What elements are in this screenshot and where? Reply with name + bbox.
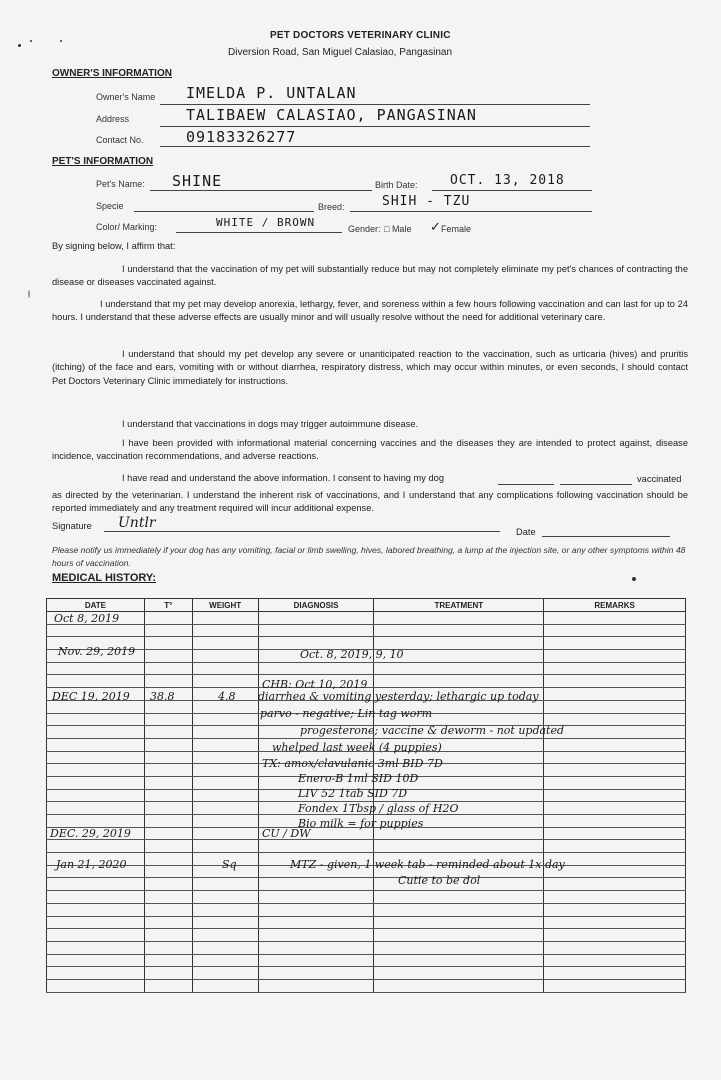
table-row (47, 941, 686, 954)
table-cell (192, 713, 258, 726)
color-line (176, 232, 342, 233)
consent-p2: I understand that my pet may develop anorexia, lethargy, fever, and soreness within a few hours following vaccination and can last for up to 24 hours. I understand that these adverse effects are usually minor and will usually resolve without the need for additional veterinary care. (52, 299, 688, 323)
table-cell (258, 662, 374, 675)
date-line (542, 536, 670, 537)
table-cell (144, 916, 192, 929)
entry-3-note-5: TX: amox/clavulanic 3ml BID 7D (262, 757, 443, 770)
table-cell (47, 941, 145, 954)
table-cell (47, 878, 145, 891)
header-temp: T° (144, 599, 192, 612)
table-cell (544, 916, 686, 929)
header-weight: WEIGHT (192, 599, 258, 612)
consent-p4: I understand that vaccinations in dogs may trigger autoimmune disease. (122, 419, 419, 429)
table-cell (374, 979, 544, 992)
entry-3-note-7: LIV 52 1tab SID 7D (298, 787, 408, 800)
table-cell (374, 624, 544, 637)
table-cell (374, 662, 544, 675)
entry-3-note-9: Bio milk = for puppies (298, 817, 424, 830)
table-cell (544, 713, 686, 726)
entry-3-note-1: diarrhea & vomiting yesterday; lethargic up today (258, 690, 539, 703)
table-cell (144, 941, 192, 954)
table-cell (47, 802, 145, 815)
owner-name-value: IMELDA P. UNTALAN (186, 84, 357, 102)
entry-5-treatment: MTZ - given, 1 week tab - reminded about 1x day (290, 858, 565, 871)
table-cell (374, 903, 544, 916)
gender-male-label: Male (391, 224, 412, 234)
table-cell (544, 650, 686, 663)
owner-contact-line (160, 146, 590, 147)
table-cell (544, 954, 686, 967)
table-cell (374, 954, 544, 967)
birth-date-line (432, 190, 592, 191)
birth-date-label: Birth Date: (375, 180, 418, 190)
table-row (47, 612, 686, 625)
table-cell (47, 726, 145, 739)
gender-female-check: ✓ (430, 219, 441, 234)
consent-p3: I understand that should my pet develop any severe or unanticipated reaction to the vaccination, such as urticaria (hives) and pruritis (itching) of the face and ears, vomiting with or without diarrhea, respiratory distress, which may occur within minutes, or even seconds, I should contact Pet Doctors Veterinary Clinic immediately for instructions. (52, 349, 688, 386)
owner-address-line (160, 126, 590, 127)
table-cell (47, 967, 145, 980)
specie-line (134, 211, 314, 212)
scan-speck (18, 44, 21, 47)
signature-label: Signature (52, 521, 92, 531)
table-cell (258, 624, 374, 637)
table-cell (192, 624, 258, 637)
entry-5-weight: Sq (222, 858, 237, 871)
table-cell (192, 967, 258, 980)
header-remarks: REMARKS (544, 599, 686, 612)
table-cell (47, 954, 145, 967)
scan-speck (28, 290, 30, 298)
gender-label: Gender: (348, 224, 381, 234)
table-cell (374, 967, 544, 980)
table-cell (374, 612, 544, 625)
table-cell (374, 891, 544, 904)
table-cell (258, 878, 374, 891)
table-cell (544, 726, 686, 739)
table-cell (192, 612, 258, 625)
table-cell (544, 815, 686, 828)
table-cell (47, 891, 145, 904)
table-cell (192, 726, 258, 739)
entry-3-note-3: progesterone; vaccine & deworm - not updated (300, 724, 565, 737)
table-cell (144, 738, 192, 751)
table-cell (47, 916, 145, 929)
table-cell (144, 903, 192, 916)
table-row (47, 916, 686, 929)
table-cell (47, 929, 145, 942)
table-cell (144, 726, 192, 739)
breed-label: Breed: (318, 202, 345, 212)
pet-name-value: SHINE (172, 172, 223, 190)
entry-5-date: Jan 21, 2020 (56, 858, 127, 871)
entry-3-date: DEC 19, 2019 (52, 690, 130, 703)
table-cell (144, 865, 192, 878)
table-cell (544, 878, 686, 891)
dog-name-line (498, 484, 554, 485)
entry-2-date: Nov. 29, 2019 (58, 645, 136, 658)
consent-p6b: vaccinated (637, 474, 682, 484)
table-cell (144, 802, 192, 815)
table-cell (544, 624, 686, 637)
consent-intro: By signing below, I affirm that: (52, 241, 176, 251)
table-cell (374, 675, 544, 688)
table-cell (544, 929, 686, 942)
table-cell (544, 789, 686, 802)
owner-section-title: OWNER'S INFORMATION (52, 68, 172, 79)
table-cell (47, 675, 145, 688)
table-cell (47, 738, 145, 751)
table-cell (258, 979, 374, 992)
table-cell (144, 878, 192, 891)
owner-name-label: Owner's Name (96, 92, 156, 102)
table-cell (258, 954, 374, 967)
table-cell (544, 840, 686, 853)
table-cell (47, 815, 145, 828)
header-diagnosis: DIAGNOSIS (258, 599, 374, 612)
table-row (47, 624, 686, 637)
table-cell (544, 764, 686, 777)
table-cell (144, 979, 192, 992)
table-row (47, 840, 686, 853)
signature-line (104, 531, 500, 532)
table-cell (144, 929, 192, 942)
table-cell (374, 929, 544, 942)
entry-3-cbc: CHB: Oct 10, 2019 (262, 678, 368, 691)
table-cell (192, 878, 258, 891)
gender-male-option: □ Male (384, 224, 412, 234)
color-label: Color/ Marking: (96, 222, 158, 232)
clinic-name: PET DOCTORS VETERINARY CLINIC (270, 30, 451, 41)
consent-p6c: as directed by the veterinarian. I understand the inherent risk of vaccinations, and I understand that any complications following vaccination should be reported immediately and any treatment required will incur additional expense. (52, 490, 688, 514)
table-cell (144, 713, 192, 726)
table-cell (144, 612, 192, 625)
scan-speck (60, 40, 62, 42)
date-label: Date (516, 527, 536, 537)
table-cell (47, 776, 145, 789)
table-cell (144, 967, 192, 980)
table-cell (192, 675, 258, 688)
medical-history-title: MEDICAL HISTORY: (52, 572, 157, 584)
pet-section-title: PET'S INFORMATION (52, 156, 154, 167)
table-cell (544, 738, 686, 751)
table-cell (144, 776, 192, 789)
table-cell (258, 916, 374, 929)
table-cell (144, 624, 192, 637)
table-cell (258, 941, 374, 954)
table-cell (192, 903, 258, 916)
table-cell (144, 662, 192, 675)
table-cell (544, 662, 686, 675)
table-cell (47, 713, 145, 726)
table-row (47, 929, 686, 942)
table-cell (544, 967, 686, 980)
table-cell (544, 979, 686, 992)
table-cell (544, 903, 686, 916)
scan-speck (30, 40, 32, 42)
table-cell (144, 637, 192, 650)
table-row (47, 979, 686, 992)
consent-p1: I understand that the vaccination of my pet will substantially reduce but may not completely eliminate my pet's chances of contracting the disease or diseases vaccinated against. (52, 264, 688, 288)
table-cell (192, 941, 258, 954)
table-cell (47, 764, 145, 777)
table-cell (544, 891, 686, 904)
entry-3-note-2: parvo - negative; Lin tag worm (260, 707, 433, 720)
table-cell (544, 941, 686, 954)
owner-contact-value: 09183326277 (186, 128, 297, 146)
table-cell (47, 789, 145, 802)
entry-3-note-6: Enero-B 1ml SID 10D (298, 772, 419, 785)
table-cell (192, 650, 258, 663)
entry-4-diagnosis: CU / DW (262, 827, 311, 840)
owner-contact-label: Contact No. (96, 135, 144, 145)
entry-5-treatment-2: Cutie to be dol (398, 874, 481, 887)
table-cell (47, 624, 145, 637)
owner-address-label: Address (96, 114, 130, 124)
table-cell (47, 840, 145, 853)
owner-name-line (160, 104, 590, 105)
table-row (47, 967, 686, 980)
table-cell (192, 662, 258, 675)
table-cell (258, 891, 374, 904)
scan-speck (632, 577, 636, 581)
table-row (47, 903, 686, 916)
table-cell (144, 751, 192, 764)
table-cell (144, 891, 192, 904)
table-cell (144, 840, 192, 853)
table-cell (144, 853, 192, 866)
table-cell (544, 751, 686, 764)
table-cell (192, 764, 258, 777)
table-cell (374, 916, 544, 929)
table-cell (192, 751, 258, 764)
entry-3-temp: 38.8 (150, 690, 175, 703)
table-cell (544, 637, 686, 650)
table-cell (192, 827, 258, 840)
gender-female-label: Female (441, 224, 472, 234)
table-cell (192, 802, 258, 815)
consent-p5: I have been provided with informational material concerning vaccines and the diseases they are intended to protect against, disease incidence, vaccination recommendations, and adverse reactions. (52, 438, 688, 462)
table-cell (192, 979, 258, 992)
breed-value: SHIH - TZU (382, 194, 471, 209)
table-cell (374, 840, 544, 853)
table-cell (144, 954, 192, 967)
owner-address-value: TALIBAEW CALASIAO, PANGASINAN (186, 106, 477, 124)
table-cell (47, 751, 145, 764)
entry-3-note-8: Fondex 1Tbsp / glass of H2O (298, 802, 459, 815)
header-treatment: TREATMENT (374, 599, 544, 612)
table-cell (258, 612, 374, 625)
consent-p6a: I have read and understand the above information. I consent to having my dog (122, 473, 444, 483)
breed-line (350, 211, 592, 212)
table-cell (192, 891, 258, 904)
table-cell (192, 916, 258, 929)
signature-value: Untlr (118, 515, 156, 531)
table-cell (544, 802, 686, 815)
table-cell (144, 675, 192, 688)
table-cell (192, 637, 258, 650)
table-cell (144, 827, 192, 840)
table-cell (192, 815, 258, 828)
table-cell (544, 776, 686, 789)
table-cell (258, 903, 374, 916)
table-cell (144, 650, 192, 663)
table-cell (544, 688, 686, 701)
table-cell (192, 954, 258, 967)
table-header-row (47, 599, 686, 612)
specie-label: Specie (96, 201, 124, 211)
table-cell (258, 967, 374, 980)
table-row (47, 891, 686, 904)
table-cell (192, 840, 258, 853)
color-value: WHITE / BROWN (216, 216, 316, 229)
table-cell (144, 764, 192, 777)
table-cell (144, 789, 192, 802)
clinic-address: Diversion Road, San Miguel Calasiao, Pangasinan (228, 47, 453, 58)
table-row (47, 954, 686, 967)
table-cell (192, 789, 258, 802)
entry-4-date: DEC. 29, 2019 (50, 827, 131, 840)
entry-3-note-4: whelped last week (4 puppies) (272, 741, 442, 754)
pet-name-label: Pet's Name: (96, 179, 145, 189)
table-cell (144, 815, 192, 828)
vaccine-line (560, 484, 632, 485)
table-cell (258, 929, 374, 942)
table-cell (544, 700, 686, 713)
table-cell (192, 776, 258, 789)
table-cell (47, 979, 145, 992)
header-date: DATE (47, 599, 145, 612)
table-cell (258, 840, 374, 853)
table-cell (47, 903, 145, 916)
entry-1-date: Oct 8, 2019 (54, 612, 120, 625)
table-cell (544, 827, 686, 840)
table-row (47, 878, 686, 891)
vaccination-notice: Please notify us immediately if your dog has any vomiting, facial or limb swelling, hives, labored breathing, a lump at the injection site, or any other symptoms within 48 hours of vaccination. (52, 545, 686, 568)
table-cell (544, 612, 686, 625)
table-cell (192, 738, 258, 751)
table-cell (374, 941, 544, 954)
table-cell (47, 662, 145, 675)
entry-3-weight: 4.8 (218, 690, 236, 703)
table-cell (192, 929, 258, 942)
birth-date-value: OCT. 13, 2018 (450, 173, 565, 188)
pet-name-line (150, 190, 372, 191)
table-row (47, 662, 686, 675)
table-cell (544, 675, 686, 688)
entry-2-diagnosis: Oct. 8, 2019, 9, 10 (300, 648, 404, 661)
